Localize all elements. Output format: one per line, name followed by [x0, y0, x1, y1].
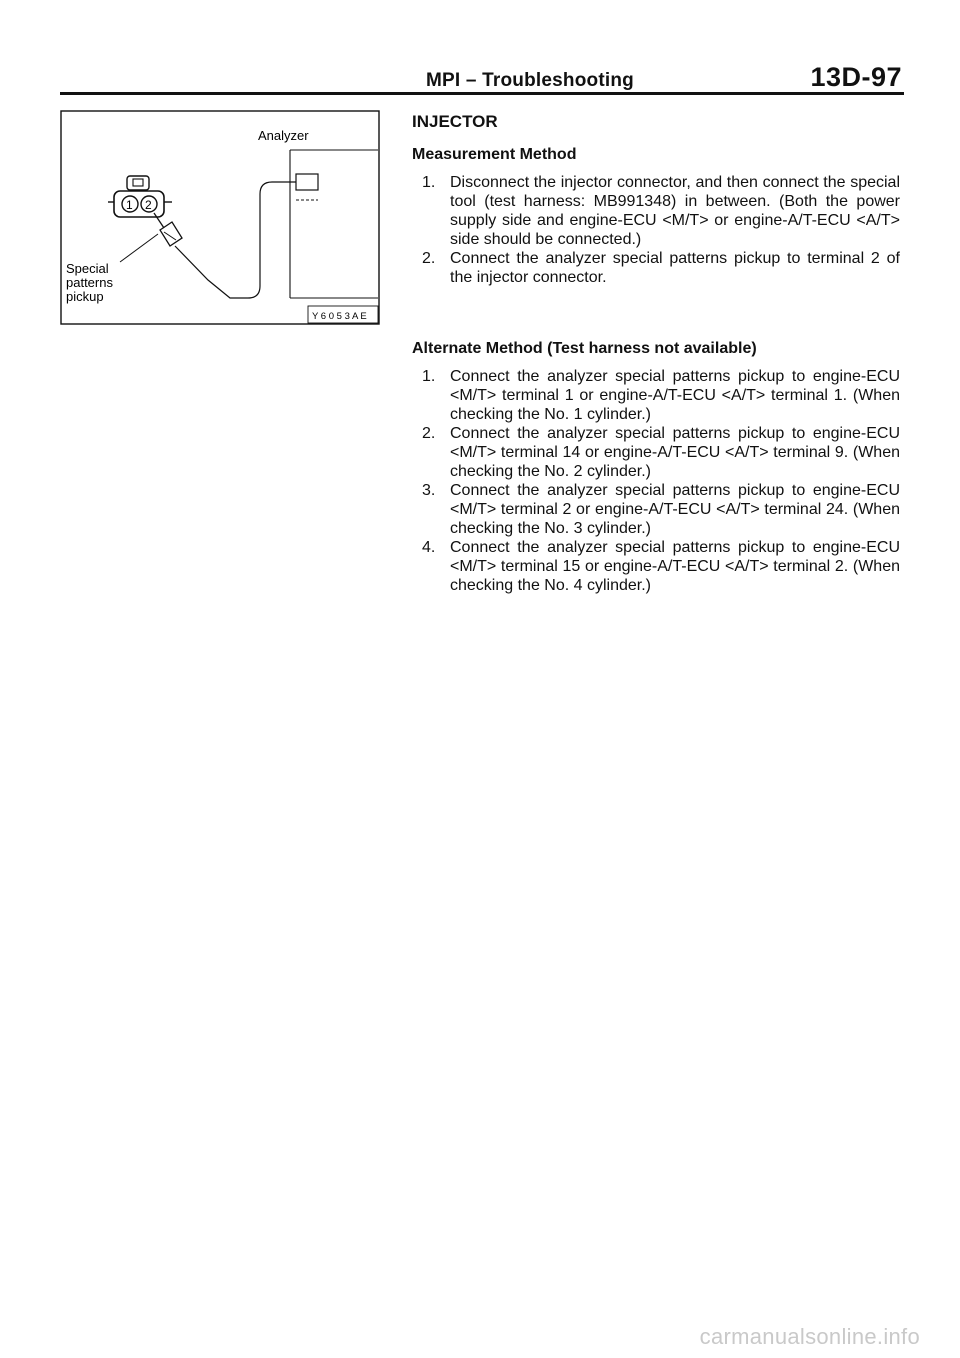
alternate-steps [412, 367, 900, 595]
pin-1-label: 1 [126, 198, 133, 212]
step-number: 4. [422, 539, 436, 556]
pin-2-label: 2 [145, 198, 152, 212]
step-text: Disconnect the injector connector, and then connect the special tool (test harness: MB991348) in between. (Both the power supply side and engine-ECU <M/T> or engine-A/T-ECU <A/T> side should be connected.) [450, 174, 900, 248]
list-item [412, 538, 900, 595]
injector-heading: INJECTOR [412, 112, 498, 131]
figure-frame [61, 111, 379, 324]
analyzer-socket [296, 174, 318, 190]
list-item [412, 424, 900, 481]
measurement-steps [412, 173, 900, 287]
step-number: 1. [422, 174, 436, 191]
patterns-label: patterns [66, 275, 113, 290]
list-item [412, 173, 900, 249]
step-text: Connect the analyzer special patterns pickup to engine-ECU <M/T> terminal 14 or engine-A/T-ECU <A/T> terminal 9. (When checking the No. 2 cylinder.) [450, 425, 900, 480]
injector-diagram [60, 110, 380, 325]
section-title-header: MPI – Troubleshooting [426, 70, 634, 91]
step-text: Connect the analyzer special patterns pickup to terminal 2 of the injector connector. [450, 250, 900, 286]
step-number: 1. [422, 368, 436, 385]
injector-connector-icon [108, 176, 172, 217]
pickup-probe-icon [154, 213, 182, 246]
pickup-label: pickup [66, 289, 104, 304]
list-item [412, 367, 900, 424]
watermark: carmanualsonline.info [699, 1324, 920, 1349]
step-text: Connect the analyzer special patterns pickup to engine-ECU <M/T> terminal 1 or engine-A/T-ECU <A/T> terminal 1. (When checking the No. 1 cylinder.) [450, 368, 900, 423]
measurement-method-heading: Measurement Method [412, 146, 577, 163]
main-content [412, 112, 900, 595]
header-rule [60, 92, 904, 95]
special-label: Special [66, 261, 109, 276]
analyzer-label: Analyzer [258, 128, 309, 143]
alternate-method-heading: Alternate Method (Test harness not available) [412, 340, 757, 357]
figure-code: Y 6 0 5 3 A E [312, 311, 367, 322]
step-number: 2. [422, 425, 436, 442]
step-text: Connect the analyzer special patterns pickup to engine-ECU <M/T> terminal 15 or engine-A/T-ECU <A/T> terminal 2. (When checking the No. 4 cylinder.) [450, 539, 900, 594]
step-text: Connect the analyzer special patterns pickup to engine-ECU <M/T> terminal 2 or engine-A/T-ECU <A/T> terminal 24. (When checking the No. 3 cylinder.) [450, 482, 900, 537]
step-number: 2. [422, 250, 436, 267]
list-item [412, 249, 900, 287]
step-number: 3. [422, 482, 436, 499]
pickup-cable [175, 182, 296, 298]
page-number: 13D-97 [810, 62, 902, 92]
list-item [412, 481, 900, 538]
pickup-leader-line [120, 234, 158, 262]
